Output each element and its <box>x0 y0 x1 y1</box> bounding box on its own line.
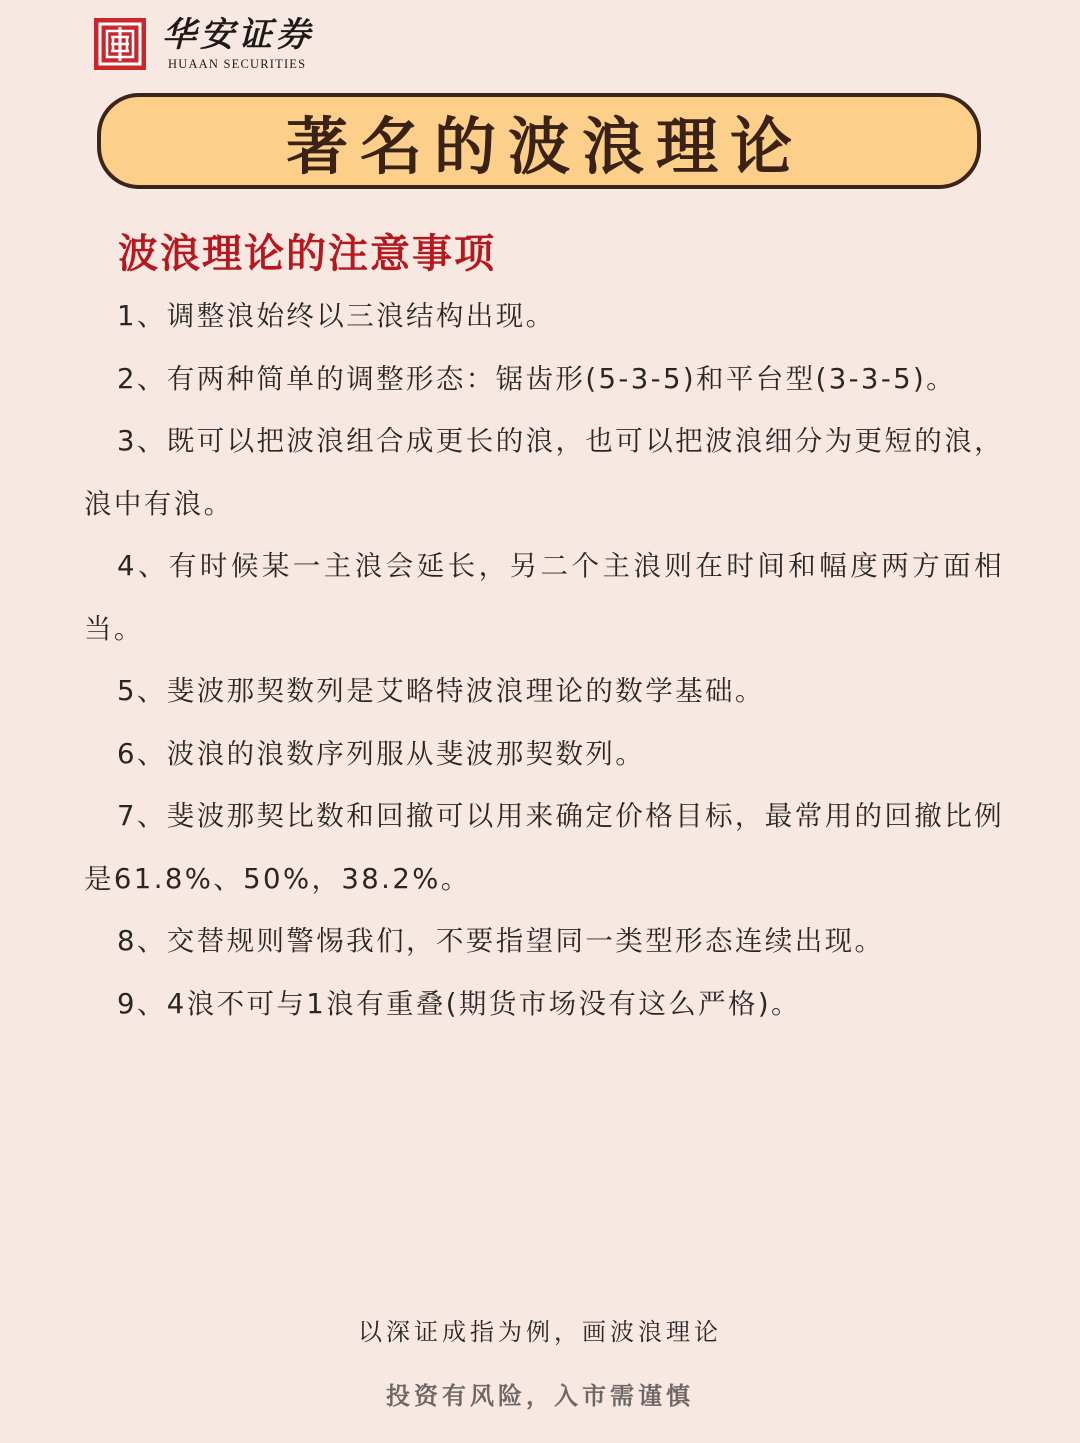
list-item: 3、既可以把波浪组合成更长的浪，也可以把波浪细分为更短的浪，浪中有浪。 <box>84 425 1004 520</box>
brand-logo <box>94 15 314 71</box>
list-item: 5、斐波那契数列是艾略特波浪理论的数学基础。 <box>117 675 765 707</box>
section-heading: 波浪理论的注意事项 <box>118 231 496 277</box>
brand-name-en: HUAAN SECURITIES <box>168 57 307 71</box>
risk-warning: 投资有风险，入市需谨慎 <box>386 1382 694 1410</box>
huaan-seal-icon <box>94 18 146 70</box>
list-item: 1、调整浪始终以三浪结构出现。 <box>117 300 556 332</box>
list-item: 2、有两种简单的调整形态：锯齿形(5-3-5)和平台型(3-3-5)。 <box>117 362 957 395</box>
footer-note: 以深证成指为例，画波浪理论 <box>358 1318 722 1346</box>
list-item: 6、波浪的浪数序列服从斐波那契数列。 <box>117 737 646 770</box>
title-banner <box>97 93 981 189</box>
brand-name-cn: 华安证券 <box>162 15 314 55</box>
brand-text <box>162 15 314 71</box>
page-title: 著名的波浪理论 <box>285 109 804 183</box>
notes-list <box>84 285 1004 1035</box>
list-item: 4、有时候某一主浪会延长，另二个主浪则在时间和幅度两方面相当。 <box>84 550 1004 645</box>
list-item: 7、斐波那契比数和回撤可以用来确定价格目标，最常用的回撤比例是61.8%、50%，38.2%。 <box>84 800 1004 895</box>
list-item: 8、交替规则警惕我们，不要指望同一类型形态连续出现。 <box>117 925 885 957</box>
list-item: 9、4浪不可与1浪有重叠(期货市场没有这么严格)。 <box>117 987 801 1020</box>
